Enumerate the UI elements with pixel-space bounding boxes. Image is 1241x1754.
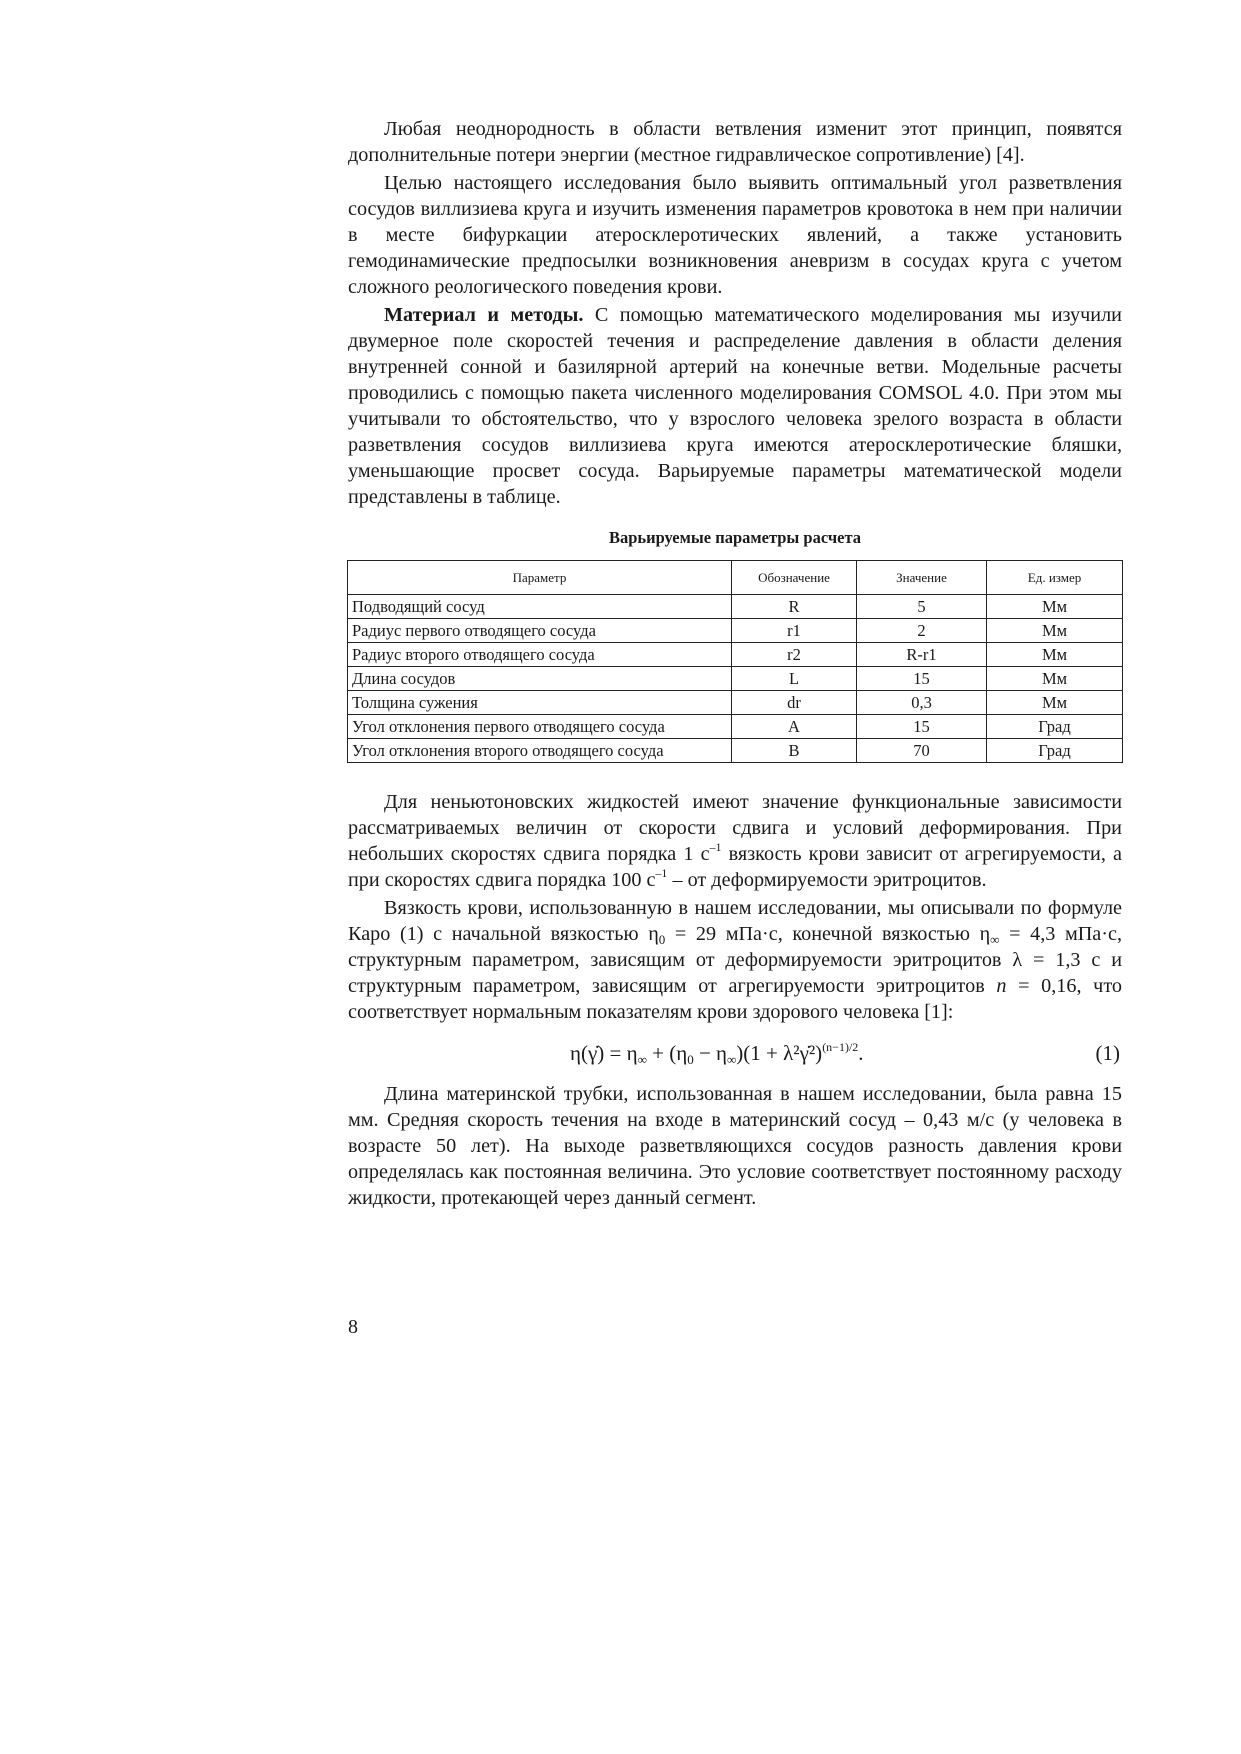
table-row <box>348 667 1123 691</box>
table-cell-value: 15 <box>857 667 987 691</box>
paragraph-3-text: С помощью математического моделирования мы изучили двумерное поле скоростей течения и распределение давления в области деления внутренней сонной и базилярной артерий на конечные ветви. Модельные расчеты проводились с помощью пакета численного моделирования COMSOL 4.0. При этом мы учитывали то обстоятельство, что у взрослого человека зрелого возраста в области разветвления сосудов виллизиева круга имеются атеросклеротические бляшки, уменьшающие просвет сосуда. Варьируемые параметры математической модели представлены в таблице. <box>348 304 1122 508</box>
exponent: –1 <box>709 840 722 854</box>
table-cell-symbol: L <box>732 667 857 691</box>
exponent: –1 <box>655 866 668 880</box>
table-cell-symbol: A <box>732 715 857 739</box>
table-cell-parameter: Подводящий сосуд <box>348 595 732 619</box>
paragraph-5 <box>348 895 1122 1025</box>
table-cell-symbol: R <box>732 595 857 619</box>
paragraph-1: Любая неоднородность в области ветвления изменит этот принцип, появятся дополнительные потери энергии (местное гидравлическое сопротивление) [4]. <box>348 118 1122 166</box>
section-heading-methods: Материал и методы. <box>384 304 584 326</box>
table-header-value: Значение <box>857 561 987 595</box>
table-header-parameter: Параметр <box>348 561 732 595</box>
table-cell-symbol: dr <box>732 691 857 715</box>
table-cell-unit: Град <box>987 739 1123 763</box>
table-cell-value: R-r1 <box>857 643 987 667</box>
table-cell-parameter: Угол отклонения второго отводящего сосуда <box>348 739 732 763</box>
paragraph-5-text-d: = 0,16, что соответствует нормальным показателям крови здорового человека [1]: <box>348 975 1122 1023</box>
formula-part: + (η <box>646 1041 688 1065</box>
table-row <box>348 643 1123 667</box>
table-cell-symbol: r1 <box>732 619 857 643</box>
page-number: 8 <box>348 1316 358 1338</box>
carreau-formula <box>570 1041 864 1066</box>
paragraph-4-text-a: Для неньютоновских жидкостей имеют значение функциональные зависимости рассматриваемых величин от скорости сдвига и условий деформирования. При небольших скоростях сдвига порядка 1 с <box>348 791 1122 865</box>
table-cell-value: 0,3 <box>857 691 987 715</box>
paragraph-2: Целью настоящего исследования было выявить оптимальный угол разветвления сосудов виллизиева круга и изучить изменения параметров кровотока в нем при наличии в месте бифуркации атеросклеротических явлений, а также установить гемодинамические предпосылки возникновения аневризм в сосудах круга с учетом сложного реологического поведения крови. <box>348 172 1122 298</box>
table-caption: Варьируемые параметры расчета <box>608 528 862 547</box>
subscript: ∞ <box>637 1052 647 1067</box>
table-row <box>348 595 1123 619</box>
table-cell-unit: Град <box>987 715 1123 739</box>
subscript: 0 <box>687 1052 694 1067</box>
paragraph-5-text-a: Вязкость крови, использованную в нашем исследовании, мы описывали по формуле Каро (1) с начальной вязкостью η <box>348 897 1122 945</box>
table-row <box>348 715 1123 739</box>
table-cell-symbol: r2 <box>732 643 857 667</box>
paragraph-5-text-c: = 4,3 мПа·с, структурным параметром, зависящим от деформируемости эритроцитов λ = 1,3 с и структурным параметром, зависящим от агрегируемости эритроцитов <box>348 923 1123 997</box>
parameters-table <box>347 560 1123 763</box>
page-body <box>348 116 1122 1213</box>
table-header-symbol: Обозначение <box>732 561 857 595</box>
table-header-unit: Ед. измер <box>987 561 1123 595</box>
subscript: 0 <box>658 932 666 947</box>
table-row <box>348 691 1123 715</box>
table-cell-parameter: Радиус первого отводящего сосуда <box>348 619 732 643</box>
table-cell-value: 5 <box>857 595 987 619</box>
paragraph-4 <box>348 789 1122 893</box>
subscript: ∞ <box>727 1052 737 1067</box>
variable-n: n <box>996 975 1007 997</box>
table-cell-value: 15 <box>857 715 987 739</box>
table-cell-parameter: Толщина сужения <box>348 691 732 715</box>
table-cell-unit: Мм <box>987 667 1123 691</box>
paragraph-3 <box>348 302 1122 510</box>
paragraph-6: Длина материнской трубки, использованная в нашем исследовании, была равна 15 мм. Средняя скорость течения на входе в материнский сосуд – 0,43 м/с (у человека в возрасте 50 лет). На выходе разветвляющихся сосудов разность давления крови определялась как постоянная величина. Это условие соответствует постоянному расходу жидкости, протекающей через данный сегмент. <box>348 1083 1122 1209</box>
paragraph-4-text-c: – от деформируемости эритроцитов. <box>667 869 987 891</box>
equation-number: (1) <box>1095 1041 1120 1065</box>
formula-part: . <box>858 1041 864 1065</box>
table-cell-unit: Мм <box>987 643 1123 667</box>
table-cell-value: 70 <box>857 739 987 763</box>
table-cell-unit: Мм <box>987 691 1123 715</box>
table-cell-unit: Мм <box>987 619 1123 643</box>
exponent: (n−1)/2 <box>822 1040 859 1054</box>
table-cell-parameter: Радиус второго отводящего сосуда <box>348 643 732 667</box>
table-row <box>348 619 1123 643</box>
equation-1 <box>348 1033 1122 1079</box>
table-cell-unit: Мм <box>987 595 1123 619</box>
paragraph-5-text-b: = 29 мПа·с, конечной вязкостью η <box>665 923 991 945</box>
paragraph-4-text-b: вязкость крови зависит от агрегируемости, а при скоростях сдвига порядка 100 с <box>348 843 1122 891</box>
table-cell-value: 2 <box>857 619 987 643</box>
table-row <box>348 739 1123 763</box>
table-cell-parameter: Угол отклонения первого отводящего сосуда <box>348 715 732 739</box>
formula-part: − η <box>693 1041 728 1065</box>
table-cell-symbol: B <box>732 739 857 763</box>
subscript: ∞ <box>990 932 1000 947</box>
table-header-row <box>348 561 1123 595</box>
formula-part: η(γ̇) = η <box>570 1041 638 1065</box>
formula-part: )(1 + λ²γ̇²) <box>736 1041 823 1065</box>
table-cell-parameter: Длина сосудов <box>348 667 732 691</box>
